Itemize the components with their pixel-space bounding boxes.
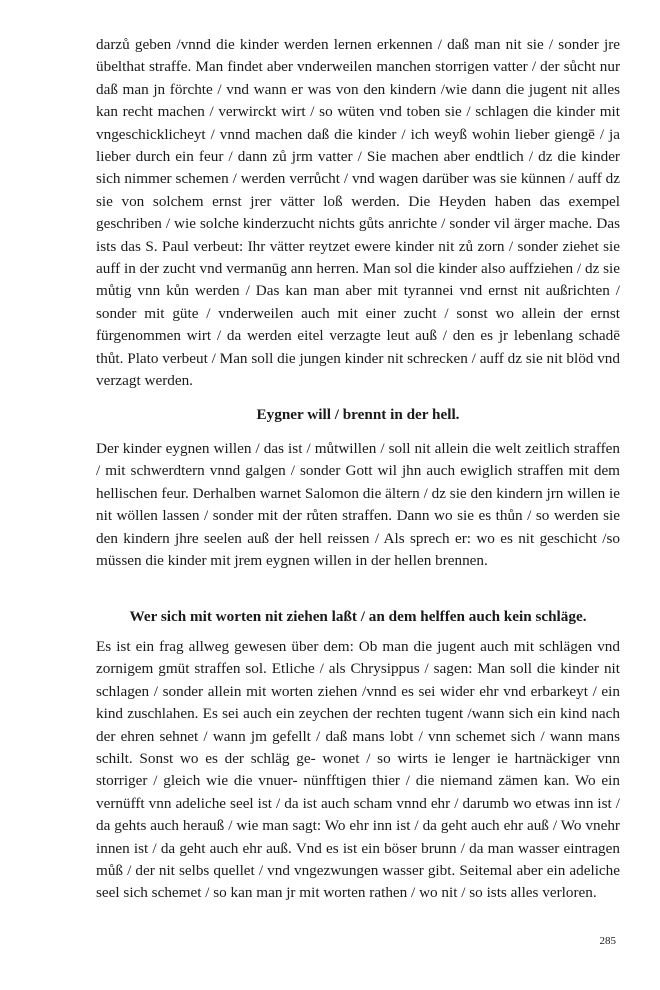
text-block-1 [96, 34, 620, 393]
text-block-2 [96, 438, 620, 572]
section-heading-1: Eygner will / brennt in der hell. [256, 406, 460, 423]
section-heading-2: Wer sich mit worten nit ziehen laßt / an dem helffen auch kein schläge. [129, 608, 587, 625]
page-number: 285 [599, 935, 616, 947]
paragraph-3: Es ist ein frag allweg gewesen über dem: Ob man die jugent auch mit schlägen vnd zornigem gmüt straffen sol. Etliche / als Chrysippus / sagen: Man soll die kinder nit schlagen / sonder allein mit worten ziehen /vnnd es sei wider ehr vnd erbarkeyt / ein kind zuschlahen. Es sei auch ein zeychen der rechten tugent /wann sich ein kind nach der ehren sehnet / wann jm gefellt / daß mans lobt / vnn schemet sich / wann mans schilt. Sonst wo es der schläg ge- wonet / so wirts ie lenger ie hartnäckiger vnn storriger / gleich wie die vnuer- nünfftigen thier / die niemand zämen kan. Wo ein vernüfft vnn adeliche seel ist / da ist auch scham vnnd ehr / darumb wo etwas inn ist / da gehts auch herauß / wie man sagt: Wo ehr inn ist / da geht auch ehr auß / Wo vnehr innen ist / da geht auch ehr auß. Vnd es ist ein böser brunn / da man wasser eintragen můß / der nit selbs quellet / vnd vngezwungen wasser gibt. Seitemal aber ein adeliche seel sich schemet / so kan man jr mit worten rathen / wo nit / so ists alles verloren. [96, 638, 620, 902]
paragraph-2: Der kinder eygnen willen / das ist / můtwillen / soll nit allein die welt zeitlich straffen / mit schwerdtern vnnd galgen / sonder Gott wil jhn auch ewiglich straffen mit dem hellischen feur. Derhalben warnet Salomon die ältern / dz sie den kindern jrn willen ie nit wöllen lassen / sonder mit der růten straffen. Dann wo sie es thůn / so werden sie den kindern jhre seelen auß der hell reissen / Als sprech er: wo es nit geschicht /so müssen die kinder mit jrem eygnen willen in der hellen brennen. [96, 440, 620, 570]
text-block-3 [96, 636, 620, 905]
paragraph-1: darzů geben /vnnd die kinder werden lernen erkennen / daß man nit sie / sonder jre übelthat straffe. Man findet aber vnderweilen manchen storrigen vatter / der sůcht nur daß man jn förchte / vnd wann er was von den kindern /wie dann die jugent nit alles kan recht machen / verwirckt wirt / so wüten vnd toben sie / schlagen die kinder mit vngeschicklicheyt / vnnd machen daß die kinder / ich weyß wohin lieber giengē / ja lieber durch ein feur / dann zů jrm vatter / Sie machen aber endtlich / dz die kinder sich nimmer schemen / werden verrůcht / vnd wagen darüber was sie künnen / auff dz sie von solchem ernst jrer vätter loß werden. Die Heyden haben das exempel geschriben / wie solche kinderzucht nichts gůts anrichte / sonder vil ärger mache. Das ists das S. Paul verbeut: Ihr vätter reytzet ewere kinder nit zů zorn / sonder ziehet sie auff in der zucht vnd vermanūg ann herren. Man sol die kinder also auffziehen / dz sie můtig vnn kůn werden / Das kan man aber mit tyrannei vnd ernst nit außrichten / sonder mit güte / vnderweilen auch mit einer zucht / sonst wo allein der ernst fürgenommen wirt / da werden eitel verzagte leut auß / den es jr lebenlang schadē thůt. Plato verbeut / Man soll die jungen kinder nit schrecken / auff dz sie nit blöd vnd verzagt werden. [96, 36, 620, 390]
